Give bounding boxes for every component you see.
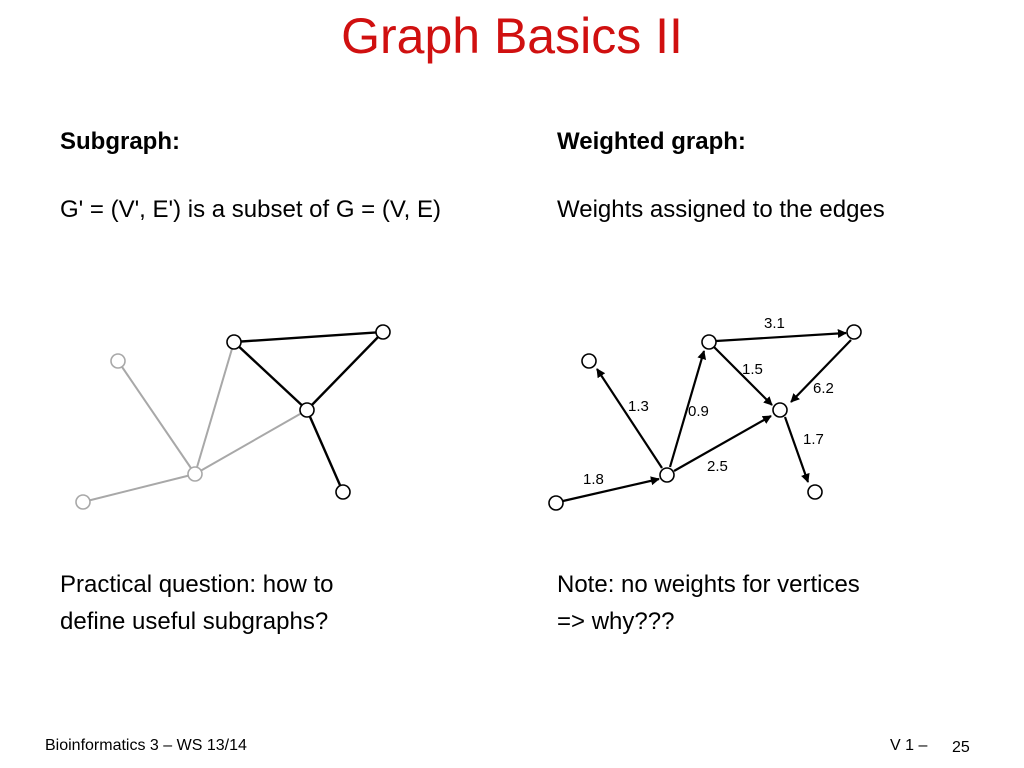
practical-question-line2: define useful subgraphs? [60,608,329,635]
weighted-node [702,335,716,349]
weighted-edge [597,369,662,468]
edge-weight-label: 3.1 [764,315,785,332]
subgraph-node [227,335,241,349]
grey-edge [83,474,195,502]
weighted-node [549,496,563,510]
weighted-edge [716,333,846,341]
edge-weight-label: 1.8 [583,471,604,488]
subgraph-edge [307,410,343,492]
grey-node [188,467,202,481]
subgraph-heading: Subgraph: [60,128,180,155]
practical-question-line1: Practical question: how to [60,571,334,598]
weighted-edge [563,479,659,501]
note-line1: Note: no weights for vertices [557,571,860,598]
edge-weight-label: 1.7 [803,431,824,448]
subgraph-node [300,403,314,417]
note-line2: => why??? [557,608,675,635]
subgraph-node [376,325,390,339]
footer-course: Bioinformatics 3 – WS 13/14 [45,737,247,754]
slide-title: Graph Basics II [341,8,683,64]
grey-node [76,495,90,509]
grey-node [111,354,125,368]
weighted-node [847,325,861,339]
weighted-node [808,485,822,499]
edge-weight-label: 1.3 [628,398,649,415]
subgraph-edge [234,342,307,410]
weighted-graph-heading: Weighted graph: [557,128,746,155]
weighted-edge [785,417,808,482]
subgraph-edge [234,332,383,342]
edge-weight-label: 6.2 [813,380,834,397]
edge-weight-label: 1.5 [742,361,763,378]
edge-weight-label: 0.9 [688,403,709,420]
subgraph-diagram [76,325,390,509]
weighted-node [773,403,787,417]
weighted-node [660,468,674,482]
weighted-node [582,354,596,368]
weighted-graph-definition: Weights assigned to the edges [557,196,885,223]
subgraph-definition: G' = (V', E') is a subset of G = (V, E) [60,196,441,223]
subgraph-node [336,485,350,499]
weighted-graph-diagram [549,315,861,510]
edge-weight-label: 2.5 [707,458,728,475]
grey-edge [118,361,195,474]
footer-lecture: V 1 – [890,737,928,754]
footer-page-number: 25 [952,739,970,756]
subgraph-edge [307,332,383,410]
